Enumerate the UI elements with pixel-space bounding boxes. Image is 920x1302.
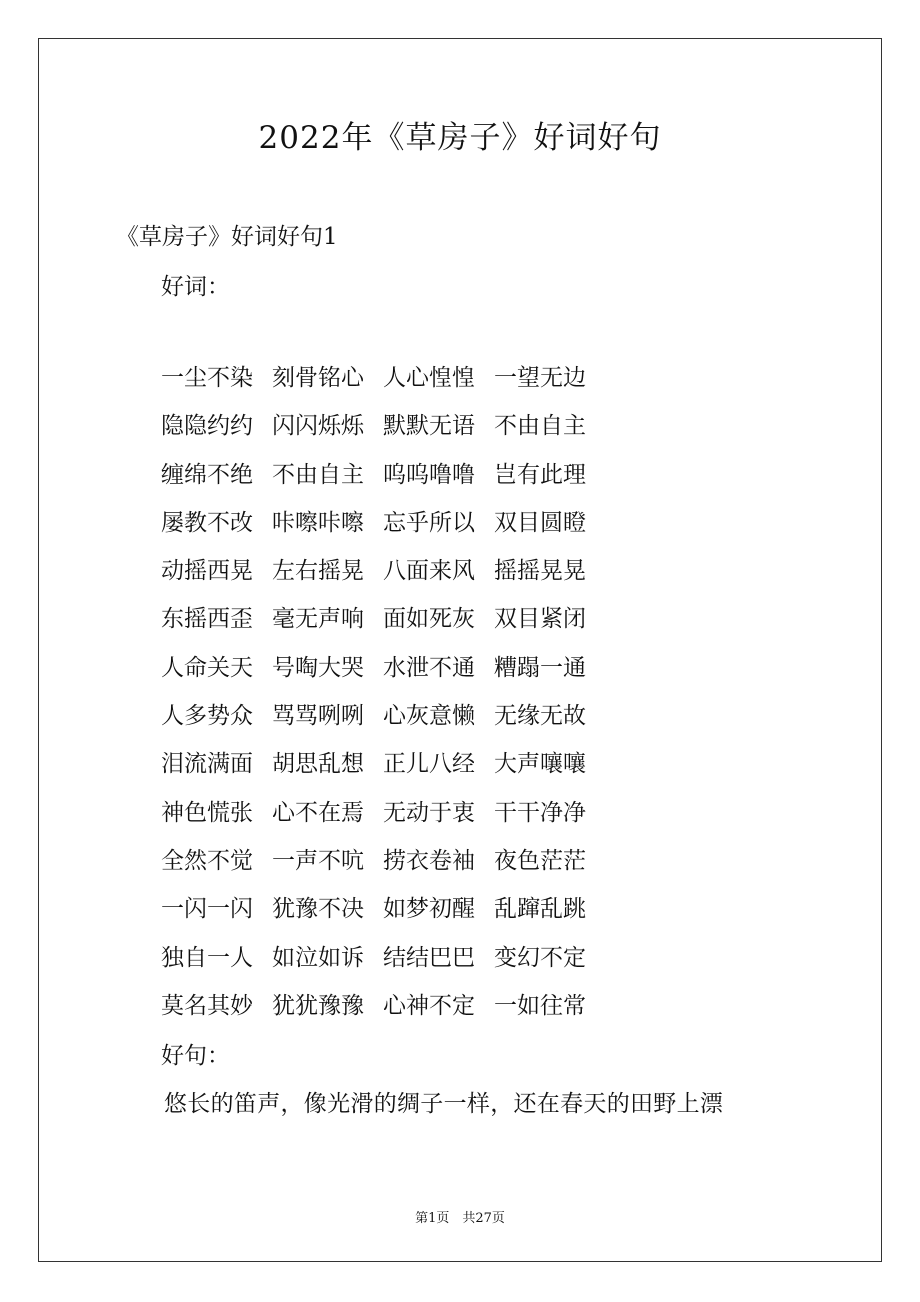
word-row [161, 988, 605, 1036]
sentences-label: 好句： [161, 1043, 230, 1069]
word-item: 如泣如诉 [272, 944, 364, 971]
word-item: 乱蹿乱跳 [494, 896, 586, 923]
word-item: 全然不觉 [161, 847, 253, 874]
word-item: 屡教不改 [161, 509, 253, 536]
word-item: 心神不定 [383, 992, 475, 1019]
word-item: 糟蹋一通 [494, 654, 586, 681]
word-item: 无动于衷 [383, 799, 475, 826]
word-row [161, 940, 605, 988]
word-item: 毫无声响 [272, 606, 364, 633]
word-list [161, 360, 605, 1036]
word-item: 水泄不通 [383, 654, 475, 681]
word-row [161, 553, 605, 601]
word-row [161, 795, 605, 843]
word-item: 一闪一闪 [161, 896, 253, 923]
word-item: 骂骂咧咧 [272, 703, 364, 730]
word-item: 动摇西晃 [161, 558, 253, 585]
word-item: 犹豫不决 [272, 896, 364, 923]
word-item: 隐隐约约 [161, 413, 253, 440]
word-item: 独自一人 [161, 944, 253, 971]
word-item: 一望无边 [494, 365, 586, 391]
word-row [161, 698, 605, 746]
page-footer: 第1页 共27页 [415, 1211, 505, 1226]
words-label: 好词： [161, 274, 230, 300]
word-item: 变幻不定 [494, 944, 586, 971]
word-item: 人心惶惶 [383, 365, 475, 391]
word-row [161, 505, 605, 553]
word-item: 心灰意懒 [383, 703, 475, 730]
word-item: 双目圆瞪 [494, 509, 586, 536]
word-row [161, 601, 605, 649]
word-item: 左右摇晃 [272, 558, 364, 585]
word-item: 胡思乱想 [272, 751, 364, 778]
word-row [161, 746, 605, 794]
word-item: 泪流满面 [161, 751, 253, 778]
document-title: 2022年《草房子》好词好句 [258, 120, 662, 156]
word-item: 号啕大哭 [272, 654, 364, 681]
word-item: 神色慌张 [161, 799, 253, 826]
word-item: 夜色茫茫 [494, 847, 586, 874]
word-item: 岂有此理 [494, 461, 586, 488]
word-item: 忘乎所以 [383, 509, 475, 536]
word-item: 结结巴巴 [383, 944, 475, 971]
sentence-paragraph: 悠长的笛声，像光滑的绸子一样，还在春天的田野上漂 [164, 1091, 724, 1117]
word-item: 正儿八经 [383, 751, 475, 778]
word-item: 双目紧闭 [494, 606, 586, 633]
word-item: 咔嚓咔嚓 [272, 509, 364, 536]
word-item: 一如往常 [494, 992, 586, 1019]
word-item: 捞衣卷袖 [383, 847, 475, 874]
word-item: 干干净净 [494, 799, 586, 826]
section-heading: 《草房子》好词好句1 [116, 224, 338, 250]
word-row [161, 891, 605, 939]
word-row [161, 360, 605, 408]
word-item: 闪闪烁烁 [272, 413, 364, 440]
word-item: 面如死灰 [383, 606, 475, 633]
word-item: 无缘无故 [494, 703, 586, 730]
word-item: 一尘不染 [161, 365, 253, 391]
word-item: 莫名其妙 [161, 992, 253, 1019]
word-item: 摇摇晃晃 [494, 558, 586, 585]
word-item: 东摇西歪 [161, 606, 253, 633]
word-item: 呜呜噜噜 [383, 461, 475, 488]
word-row [161, 457, 605, 505]
word-item: 人多势众 [161, 703, 253, 730]
word-row [161, 408, 605, 456]
word-item: 犹犹豫豫 [272, 992, 364, 1019]
word-item: 不由自主 [494, 413, 586, 440]
word-item: 八面来风 [383, 558, 475, 585]
word-item: 一声不吭 [272, 847, 364, 874]
word-item: 大声嚷嚷 [494, 751, 586, 778]
word-item: 人命关天 [161, 654, 253, 681]
word-row [161, 650, 605, 698]
word-item: 默默无语 [383, 413, 475, 440]
word-item: 如梦初醒 [383, 896, 475, 923]
word-item: 不由自主 [272, 461, 364, 488]
word-item: 心不在焉 [272, 799, 364, 826]
word-item: 刻骨铭心 [272, 365, 364, 391]
word-row [161, 843, 605, 891]
word-item: 缠绵不绝 [161, 461, 253, 488]
